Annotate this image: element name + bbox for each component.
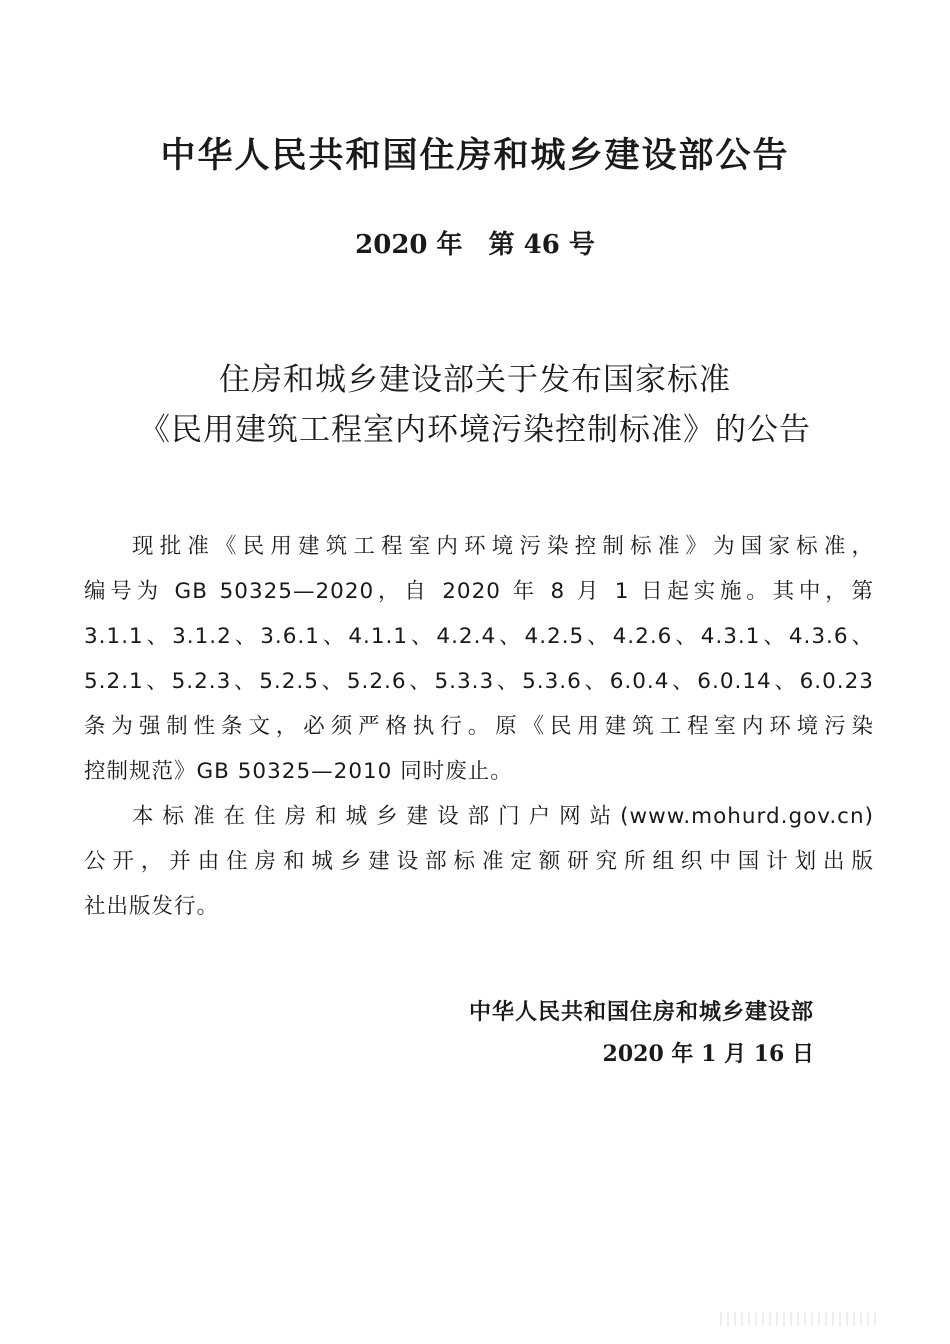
- notice-number: 2020 年 第 46 号: [355, 230, 595, 260]
- subtitle-line-1: 住房和城乡建设部关于发布国家标准: [219, 362, 731, 398]
- paragraph-line: 编号为 GB 50325—2020，自 2020 年 8 月 1 日起实施。其中，第: [84, 579, 874, 604]
- paragraph-line: 5.2.1、5.2.3、5.2.5、5.2.6、5.3.3、5.3.6、6.0.4、6.0.14、6.0.23: [84, 669, 874, 694]
- paragraph-line: 控制规范》GB 50325—2010 同时废止。: [84, 759, 513, 784]
- subtitle-line-2: 《民用建筑工程室内环境污染控制标准》的公告: [139, 412, 811, 448]
- scan-noise: [720, 1312, 880, 1326]
- signature-date: 2020 年 1 月 16 日: [602, 1041, 814, 1067]
- paragraph-line: 现批准《民用建筑工程室内环境污染控制标准》为国家标准，: [132, 534, 874, 559]
- body-text: [84, 524, 874, 929]
- paragraph-line: 3.1.1、3.1.2、3.6.1、4.1.1、4.2.4、4.2.5、4.2.6、4.3.1、4.3.6、: [84, 624, 874, 649]
- paragraph-2: [84, 794, 874, 929]
- paragraph-line: 公开，并由住房和城乡建设部标准定额研究所组织中国计划出版: [84, 849, 874, 874]
- paragraph-1: [84, 524, 874, 794]
- main-title: 中华人民共和国住房和城乡建设部公告: [160, 136, 790, 176]
- paragraph-line: 社出版发行。: [84, 894, 220, 919]
- signature-organization: 中华人民共和国住房和城乡建设部: [468, 1000, 814, 1025]
- paragraph-line: 条为强制性条文，必须严格执行。原《民用建筑工程室内环境污染: [84, 714, 874, 739]
- paragraph-line: 本标准在住房和城乡建设部门户网站(www.mohurd.gov.cn): [132, 804, 874, 829]
